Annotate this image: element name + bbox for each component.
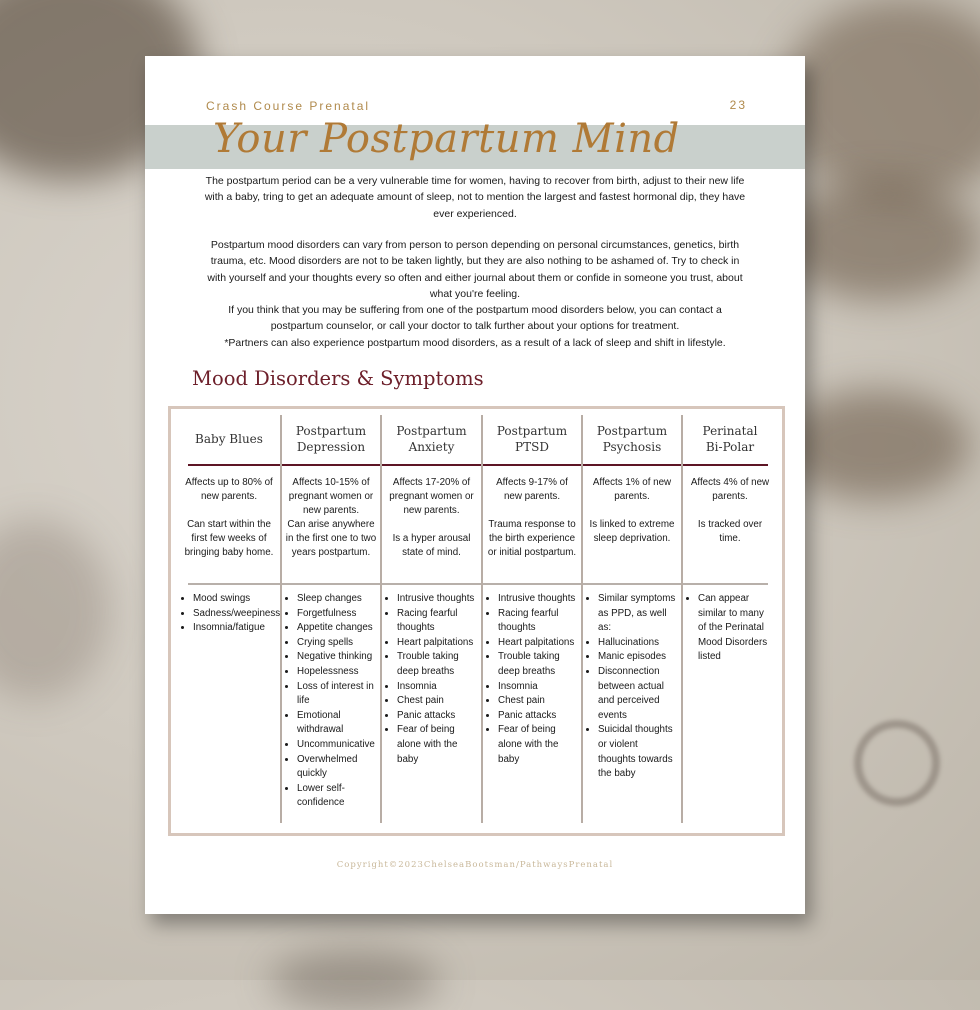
- column-description: Affects 1% of new parents. Is linked to extreme sleep deprivation.: [589, 477, 675, 544]
- symptom-item: • Hallucinations: [598, 636, 678, 651]
- column-description: Affects 10-15% of pregnant women or new parents. Can arise anywhere in the first one to two years postpartum.: [285, 477, 377, 558]
- symptom-item: • Mood swings: [193, 592, 277, 607]
- symptom-item: • Loss of interest in life: [297, 680, 377, 709]
- intro-paragraph: The postpartum period can be a very vulnerable time for women, having to recover from birth, adjust to their new life with a baby, tring to get an adequate amount of sleep, not to mention the largest and fastest hormonal dip, they have ever experienced.: [204, 175, 746, 220]
- background-ring: [854, 720, 940, 806]
- symptom-item: • Suicidal thoughts or violent thoughts towards the baby: [598, 723, 678, 781]
- symptom-item: • Emotional withdrawal: [297, 709, 377, 738]
- symptom-item: • Disconnection between actual and perceived events: [598, 665, 678, 723]
- column-heading: Baby Blues: [195, 432, 263, 446]
- symptom-item: • Sleep changes: [297, 592, 377, 607]
- symptom-item: • Can appear similar to many of the Perinatal Mood Disorders listed: [698, 592, 774, 665]
- symptom-item: • Chest pain: [397, 694, 478, 709]
- symptom-item: • Crying spells: [297, 636, 377, 651]
- table-column: [177, 409, 281, 833]
- column-description: Affects 9-17% of new parents. Trauma response to the birth experience or initial postpartum.: [487, 477, 577, 558]
- symptom-item: • Intrusive thoughts: [498, 592, 578, 607]
- column-heading: Postpartum PTSD: [496, 424, 568, 454]
- symptom-list: [183, 592, 281, 636]
- mood-disorder-paragraph: Postpartum mood disorders can vary from person to person depending on personal circumstances, genetics, birth trauma, etc. Mood disorders are not to be taken lightly, but they are also nothing to be ashamed of. Try to check in with yourself and your thoughts every so often and either journal about them or confide in someone you trust, about what you're feeling.: [207, 239, 743, 300]
- symptom-list: [588, 592, 678, 782]
- symptom-item: • Insomnia: [397, 680, 478, 695]
- symptom-item: • Appetite changes: [297, 621, 377, 636]
- symptom-item: • Racing fearful thoughts: [498, 607, 578, 636]
- symptom-item: • Fear of being alone with the baby: [397, 723, 478, 767]
- symptom-item: • Overwhelmed quickly: [297, 753, 377, 782]
- symptom-item: • Lower self-confidence: [297, 782, 377, 811]
- column-heading: Postpartum Psychosis: [596, 424, 668, 454]
- column-separator: [681, 415, 683, 823]
- symptom-item: • Racing fearful thoughts: [397, 607, 478, 636]
- symptom-item: • Similar symptoms as PPD, as well as:: [598, 592, 678, 636]
- page-title: Your Postpartum Mind: [213, 116, 680, 162]
- symptom-list: [387, 592, 478, 767]
- symptom-item: • Trouble taking deep breaths: [397, 650, 478, 679]
- symptom-item: • Forgetfulness: [297, 607, 377, 622]
- symptom-item: • Insomnia/fatigue: [193, 621, 277, 636]
- symptom-item: • Intrusive thoughts: [397, 592, 478, 607]
- symptom-item: • Uncommunicative: [297, 738, 377, 753]
- copyright-footer: Copyright©2023ChelseaBootsman/PathwaysPrenatal: [336, 860, 614, 870]
- symptom-item: • Heart palpitations: [397, 636, 478, 651]
- symptom-item: • Manic episodes: [598, 650, 678, 665]
- table-column: [281, 409, 381, 833]
- column-description: Affects up to 80% of new parents. Can start within the first few weeks of bringing baby home.: [184, 477, 274, 558]
- table-column: [682, 409, 778, 833]
- contact-paragraph: If you think that you may be suffering from one of the postpartum mood disorders below, you can contact a postpartum counselor, or call your doctor to talk further about your options for treatment.: [228, 304, 722, 333]
- table-column: [582, 409, 682, 833]
- symptom-item: • Fear of being alone with the baby: [498, 723, 578, 767]
- header-title: Crash Course Prenatal: [206, 99, 371, 113]
- background-shadow: [0, 520, 110, 700]
- symptom-item: • Heart palpitations: [498, 636, 578, 651]
- column-heading: Postpartum Depression: [295, 424, 367, 454]
- section-title: Mood Disorders & Symptoms: [192, 367, 484, 390]
- symptom-item: • Panic attacks: [397, 709, 478, 724]
- column-separator: [581, 415, 583, 823]
- symptom-item: • Insomnia: [498, 680, 578, 695]
- document-page: [145, 56, 805, 914]
- symptom-item: • Panic attacks: [498, 709, 578, 724]
- column-separator: [280, 415, 282, 823]
- column-description: Affects 17-20% of pregnant women or new parents. Is a hyper arousal state of mind.: [389, 477, 474, 558]
- column-heading: Perinatal Bi-Polar: [702, 424, 758, 454]
- background-shadow: [780, 180, 980, 300]
- column-separator: [481, 415, 483, 823]
- table-column: [482, 409, 582, 833]
- partner-note: *Partners can also experience postpartum mood disorders, as a result of a lack of sleep and shift in lifestyle.: [224, 337, 726, 349]
- column-separator: [380, 415, 382, 823]
- symptom-list: [287, 592, 377, 811]
- symptom-list: [488, 592, 578, 767]
- symptoms-table: [168, 406, 785, 836]
- symptom-list: [688, 592, 774, 665]
- column-description: Affects 4% of new parents. Is tracked over time.: [690, 477, 770, 544]
- symptom-item: • Sadness/weepiness: [193, 607, 277, 622]
- background-shadow: [270, 950, 440, 1010]
- background-shadow: [780, 0, 980, 200]
- page-number: 23: [729, 98, 747, 112]
- symptom-item: • Hopelessness: [297, 665, 377, 680]
- symptom-item: • Trouble taking deep breaths: [498, 650, 578, 679]
- table-column: [381, 409, 482, 833]
- column-heading: Postpartum Anxiety: [396, 424, 467, 454]
- symptom-item: • Negative thinking: [297, 650, 377, 665]
- background-shadow: [780, 390, 970, 500]
- symptom-item: • Chest pain: [498, 694, 578, 709]
